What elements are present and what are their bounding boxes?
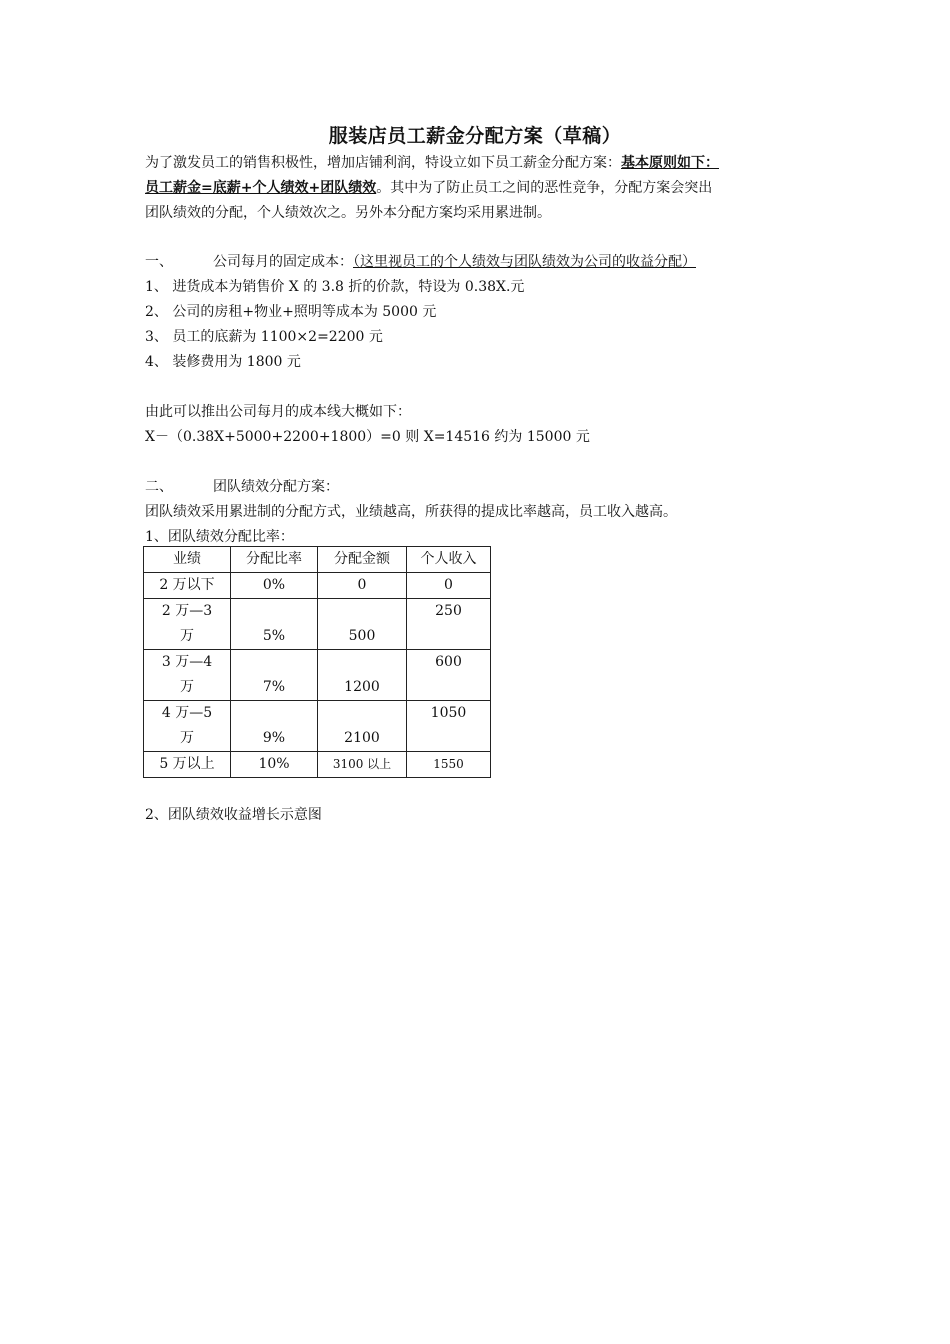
rate-cell: 10% [231,752,318,778]
perf-cell [144,599,231,650]
perf-line-1: 4 万—5 [161,705,213,721]
amount-cell [318,650,407,701]
perf-line-2: 万 [180,730,194,746]
document-title: 服装店员工薪金分配方案（草稿） [328,125,622,147]
perf-line-2: 万 [180,679,194,695]
intro-text: 为了激发员工的销售积极性，增加店铺利润，特设立如下员工薪金分配方案： [145,155,621,171]
income-cell: 0 [407,573,491,599]
cost-item-3: 3、 员工的底薪为 1100×2=2200 元 [145,329,383,345]
cost-item-4: 4、 装修费用为 1800 元 [145,354,301,370]
perf-line-1: 2 万—3 [161,603,213,619]
perf-cell: 5 万以上 [144,752,231,778]
chart-caption: 2、团队绩效收益增长示意图 [145,807,322,823]
section2-number: 二、 [145,479,173,495]
table-row [144,752,491,778]
perf-cell [144,650,231,701]
section1-note: （这里视员工的个人绩效与团队绩效为公司的收益分配） [353,254,696,270]
income-value: 600 [435,654,462,670]
intro-line-2 [145,177,712,197]
intro-text-2: 。其中为了防止员工之间的恶性竞争，分配方案会突出 [376,180,713,196]
table-caption: 1、团队绩效分配比率： [145,529,294,545]
income-value: 1050 [430,705,467,721]
header-cell: 分配比率 [231,547,318,573]
amount-cell: 0 [318,573,407,599]
section1-number: 一、 [145,254,173,270]
derive-label: 由此可以推出公司每月的成本线大概如下： [145,404,411,420]
intro-line-1 [145,152,719,172]
cost-formula: X－（0.38X+5000+2200+1800）=0 则 X=14516 约为 15000 元 [145,429,590,445]
cost-item-1: 1、 进货成本为销售价 X 的 3.8 折的价款，特设为 0.38X.元 [145,279,525,295]
rate-cell [231,650,318,701]
amount-value: 500 [348,628,376,644]
section2-desc: 团队绩效采用累进制的分配方式，业绩越高，所获得的提成比率越高，员工收入越高。 [145,504,677,520]
amount-cell [318,599,407,650]
income-cell [407,701,491,752]
perf-line-2: 万 [180,628,194,644]
intro-line-3: 团队绩效的分配，个人绩效次之。另外本分配方案均采用累进制。 [145,205,551,221]
rate-cell [231,599,318,650]
perf-line-1: 3 万—4 [161,654,213,670]
section1-title: 公司每月的固定成本： [213,254,353,270]
income-cell [407,599,491,650]
rate-cell: 0% [231,573,318,599]
section2-title: 团队绩效分配方案： [213,479,339,495]
table-header-row [144,547,491,573]
rate-cell [231,701,318,752]
amount-cell: 3100 以上 [318,752,407,778]
header-cell: 业绩 [144,547,231,573]
amount-cell [318,701,407,752]
performance-table [143,546,491,778]
cost-item-2: 2、 公司的房租+物业+照明等成本为 5000 元 [145,304,437,320]
amount-value: 1200 [344,679,380,695]
table-row [144,650,491,701]
amount-value: 2100 [344,730,380,746]
table-row [144,701,491,752]
header-cell: 分配金额 [318,547,407,573]
income-value: 250 [435,603,462,619]
perf-cell [144,701,231,752]
header-cell: 个人收入 [407,547,491,573]
income-cell: 1550 [407,752,491,778]
rate-value: 7% [262,679,286,695]
income-cell [407,650,491,701]
rate-value: 5% [262,628,286,644]
rate-value: 9% [262,730,286,746]
table-row [144,573,491,599]
principle-label: 基本原则如下： [621,155,719,171]
salary-formula: 员工薪金=底薪+个人绩效+团队绩效 [145,180,377,196]
section2-heading [145,476,339,496]
table-row [144,599,491,650]
perf-cell: 2 万以下 [144,573,231,599]
section1-heading [145,251,696,271]
